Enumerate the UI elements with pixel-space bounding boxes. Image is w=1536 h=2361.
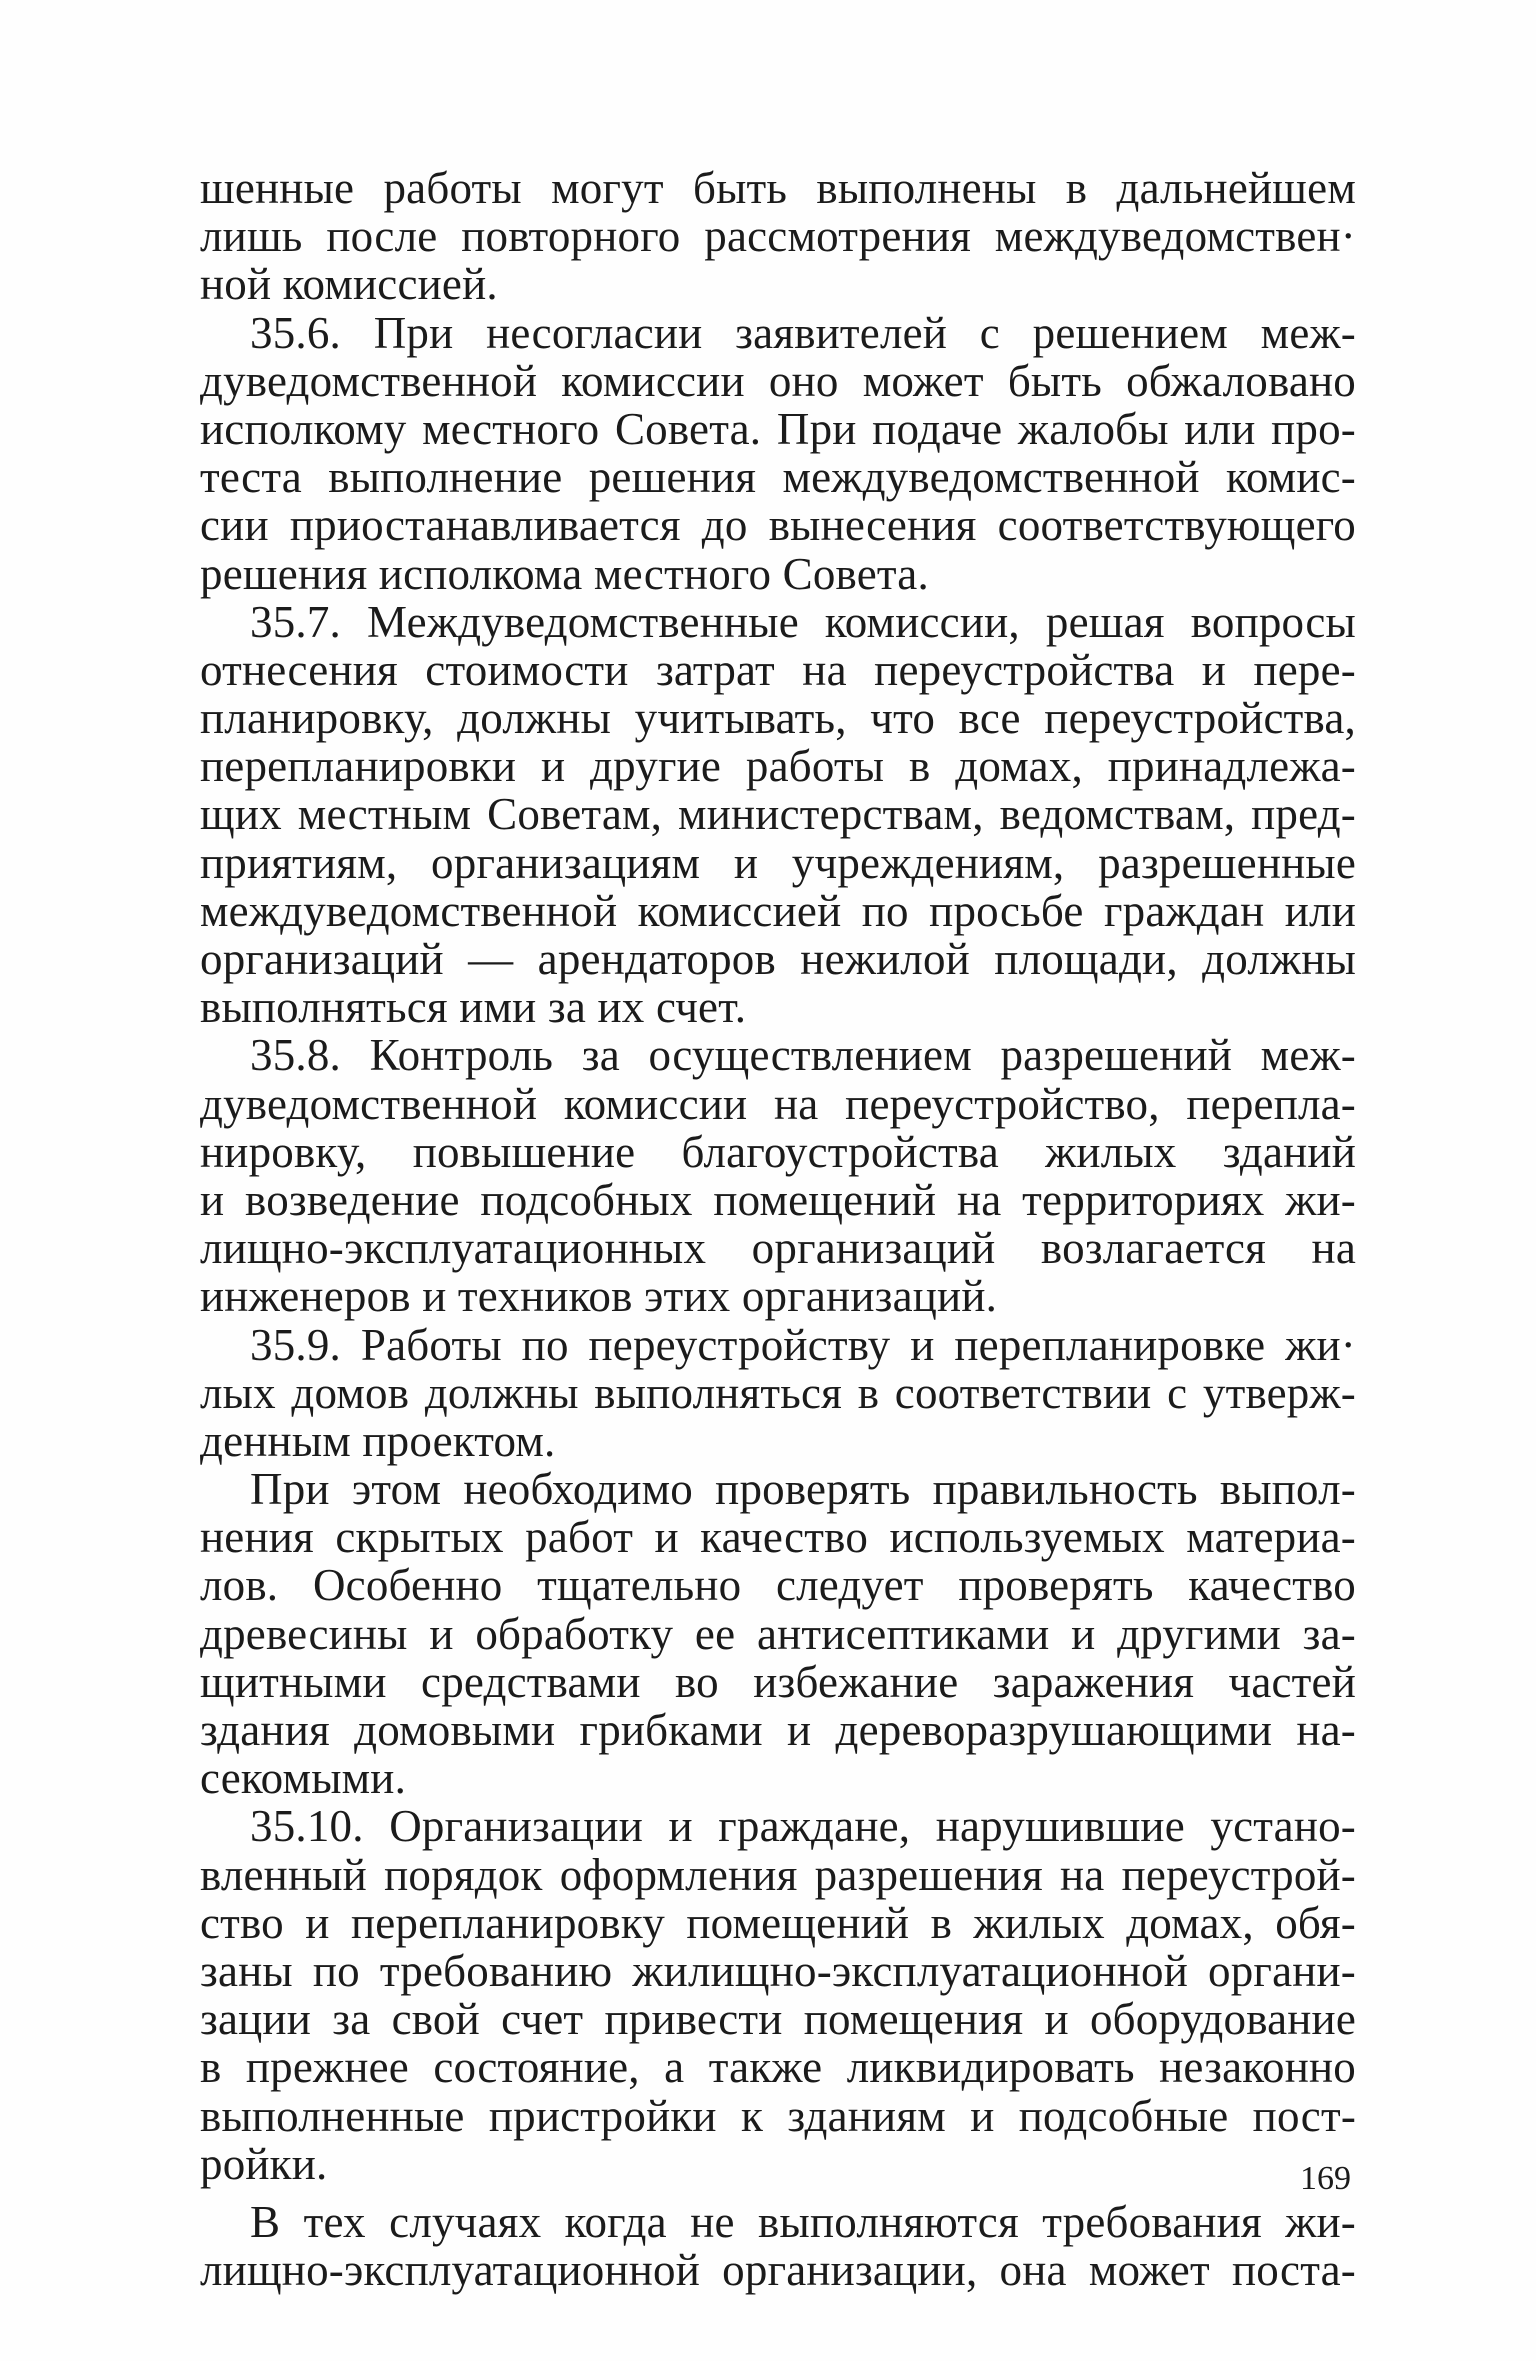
text-line: шенные работы могут быть выполнены в дальнейшем [200,163,1356,213]
text-line: и возведение подсобных помещений на территориях жи- [200,1174,1356,1225]
text-line: зации за свой счет привести помещения и оборудование [200,1994,1356,2045]
text-line: секомыми. [200,1753,407,1804]
text-line: вленный порядок оформления разрешения на переустрой- [200,1849,1356,1900]
text-line: ной комиссией. [200,259,498,310]
text-line: ство и перепланировку помещений в жилых домах, обя- [200,1897,1356,1948]
text-line: лищно-эксплуатационной организации, она может поста- [200,2245,1356,2296]
text-line: в прежнее состояние, а также ликвидировать незаконно [200,2042,1356,2093]
text-line: теста выполнение решения междуведомственной комис- [200,452,1356,503]
text-line: организаций — арендаторов нежилой площади, должны [200,934,1356,984]
text-line: решения исполкома местного Совета. [200,548,929,599]
text-line: выполненные пристройки к зданиям и подсобные пост- [200,2090,1356,2141]
text-line: лых домов должны выполняться в соответствии с утверж- [200,1367,1356,1418]
text-line: отнесения стоимости затрат на переустройства и пере- [200,644,1356,695]
text-line: лов. Особенно тщательно следует проверять качество [200,1560,1356,1611]
text-line: заны по требованию жилищно-эксплуатационной органи- [200,1945,1356,1996]
text-line: древесины и обработку ее антисептиками и другими за- [200,1608,1356,1659]
text-line: междуведомственной комиссией по просьбе граждан или [200,885,1356,936]
text-line: планировку, должны учитывать, что все переустройства, [200,693,1356,744]
page-number: 169 [1300,2160,1351,2197]
text-line: денным проектом. [200,1415,556,1466]
text-line: нировку, повышение благоустройства жилых зданий [200,1126,1356,1177]
text-line: щих местным Советам, министерствам, ведомствам, пред- [200,789,1356,840]
text-line: ройки. [200,2138,328,2189]
paragraph-35-6-start: 35.6. При несогласии заявителей с решением меж- [250,307,1356,358]
text-line: дуведомственной комиссии на переустройство, перепла- [200,1078,1356,1129]
text-line: лишь после повторного рассмотрения междуведомствен· [200,211,1356,262]
text-line: сии приостанавливается до вынесения соответствующего [200,500,1356,551]
paragraph-35-10-start: 35.10. Организации и граждане, нарушившие устано- [250,1801,1356,1852]
text-line: приятиям, организациям и учреждениям, разрешенные [200,837,1356,888]
paragraph-35-7-start: 35.7. Междуведомственные комиссии, решая вопросы [250,596,1356,647]
text-line: дуведомственной комиссии оно может быть обжаловано [200,355,1356,406]
text-line: инженеров и техников этих организаций. [200,1271,998,1322]
text-line: перепланировки и другие работы в домах, принадлежа- [200,741,1356,792]
text-line: щитными средствами во избежание заражения частей [200,1656,1356,1707]
text-line: выполняться ими за их счет. [200,982,747,1033]
text-line: нения скрытых работ и качество используемых материа- [200,1512,1356,1563]
paragraph-35-8-start: 35.8. Контроль за осуществлением разрешений меж- [250,1030,1356,1081]
paragraph-start: При этом необходимо проверять правильность выпол- [250,1464,1356,1515]
paragraph-35-9-start: 35.9. Работы по переустройству и перепланировке жи· [250,1319,1356,1370]
body-text [200,164,1356,2294]
text-line: исполкому местного Совета. При подаче жалобы или про- [200,403,1356,454]
paragraph-start: В тех случаях когда не выполняются требования жи- [250,2196,1356,2247]
text-line: лищно-эксплуатационных организаций возлагается на [200,1223,1356,1274]
text-line: здания домовыми грибками и дереворазрушающими на- [200,1705,1356,1755]
